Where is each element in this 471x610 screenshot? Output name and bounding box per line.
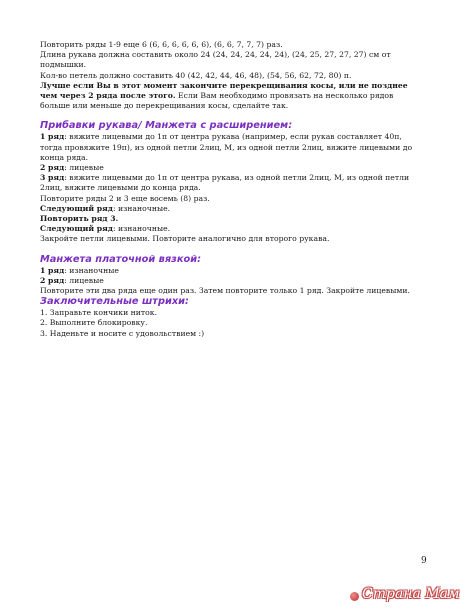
row-instruction	[40, 266, 440, 276]
text-line: конца ряда.	[40, 152, 89, 162]
row-text: : вяжите лицевыми до 1п от центра рукава (например, если рукав составляет 40п,	[64, 132, 402, 142]
note-text: Если Вам необходимо провязать на несколько рядов	[175, 91, 394, 101]
row-text: : лицевые	[64, 275, 104, 285]
row-label: 2 ряд	[40, 163, 65, 173]
row-instruction	[40, 163, 440, 173]
row-label: Следующий ряд	[40, 203, 113, 213]
row-text: : лицевые	[64, 163, 104, 173]
section-heading-finishing: Заключительные штрихи:	[40, 296, 189, 308]
watermark-logo	[350, 586, 468, 606]
row-instruction	[40, 204, 440, 214]
text-line: 2лиц, вяжите лицевыми до конца ряда.	[40, 183, 201, 193]
row-instruction: Повторить ряд 3.	[40, 214, 119, 224]
list-item: 3. Наденьте и носите с удовольствием :)	[40, 328, 205, 338]
logo-dot-icon	[350, 592, 359, 601]
text-line: Повторить ряды 1-9 еще 6 (6, 6, 6, 6, 6, 6), (6, 6, 7, 7, 7) раз.	[40, 40, 283, 49]
row-label: 1 ряд	[40, 265, 65, 275]
row-label: 3 ряд	[40, 173, 65, 183]
row-instruction	[40, 276, 440, 286]
row-label: 2 ряд	[40, 275, 65, 285]
row-instruction	[40, 224, 440, 234]
section-heading-sleeve-increases: Прибавки рукава/ Манжета с расширением:	[40, 120, 293, 132]
text-line: Кол-во петель должно составить 40 (42, 42, 44, 46, 48), (54, 56, 62, 72, 80) п.	[40, 70, 352, 80]
list-item: 2. Выполните блокировку.	[40, 318, 148, 328]
text-line: тогда провяжите 19п), из одной петли 2лиц, М, из одной петли 2лиц, вяжите лицевыми до	[40, 142, 413, 152]
row-text: : изнаночные	[64, 265, 119, 275]
text-line: больше или меньше до перекрещивания косы, сделайте так.	[40, 101, 289, 111]
section-heading-garter-cuff: Манжета платочной вязкой:	[40, 253, 202, 265]
row-label: 1 ряд	[40, 132, 65, 142]
text-line: Повторите эти два ряда еще один раз. Затем повторите только 1 ряд. Закройте лицевыми.	[40, 286, 410, 296]
row-text: : вяжите лицевыми до 1п от центра рукава, из одной петли 2лиц, М, из одной петли	[64, 173, 410, 183]
bold-note: чем через 2 ряда после этого.	[40, 91, 176, 101]
row-text: : изнаночные.	[112, 224, 171, 234]
text-line	[40, 91, 440, 101]
bold-note: Лучше если Вы в этот момент закончите перекрещивания косы, или не позднее	[40, 80, 408, 90]
text-line: Закройте петли лицевыми. Повторите аналогично для второго рукава.	[40, 234, 330, 244]
row-instruction	[40, 132, 440, 142]
page-number: 9	[421, 556, 427, 566]
text-line: подмышки.	[40, 60, 87, 70]
list-item: 1. Заправьте кончики ниток.	[40, 308, 158, 318]
text-line: Длина рукава должна составить около 24 (24, 24, 24, 24, 24), (24, 25, 27, 27, 27) см от	[40, 50, 391, 60]
row-instruction	[40, 173, 440, 183]
row-label: Следующий ряд	[40, 224, 113, 234]
row-text: : изнаночные.	[112, 203, 171, 213]
text-line: Повторите ряды 2 и 3 еще восемь (8) раз.	[40, 193, 210, 203]
watermark-text: Страна Мам	[362, 586, 460, 602]
document-body	[40, 40, 440, 339]
